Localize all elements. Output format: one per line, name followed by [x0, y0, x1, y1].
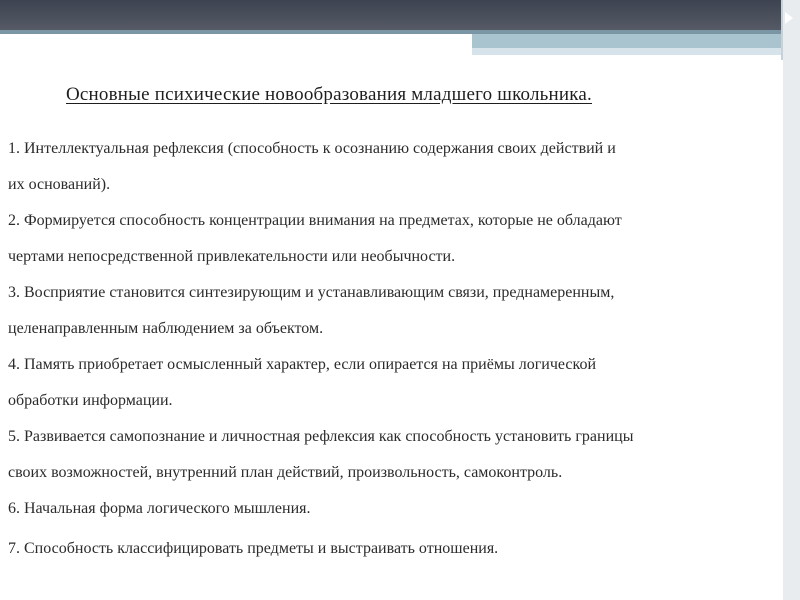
nav-arrow-icon — [785, 12, 793, 24]
point-line: 6. Начальная форма логического мышления. — [8, 500, 311, 517]
point-line: их оснований). — [8, 176, 111, 193]
slide-side-bar-edge — [781, 0, 783, 60]
point-line: обработки информации. — [8, 392, 173, 409]
point-line: 1. Интеллектуальная рефлексия (способность к осознанию содержания своих действий и — [8, 140, 616, 157]
slide-accent-band — [472, 34, 782, 48]
slide-header-band — [0, 0, 800, 30]
points-list — [8, 131, 783, 567]
point-line: целенаправленным наблюдением за объектом. — [8, 320, 324, 337]
point-line: чертами непосредственной привлекательности или необычности. — [8, 248, 456, 265]
slide-accent-band-lower — [472, 48, 782, 55]
slide-side-bar — [783, 0, 800, 600]
point-line: 7. Способность классифицировать предметы и выстраивать отношения. — [8, 540, 499, 557]
point-line: 4. Память приобретает осмысленный характер, если опирается на приёмы логической — [8, 356, 596, 373]
point-line: 2. Формируется способность концентрации внимания на предметах, которые не обладают — [8, 212, 622, 229]
point-line: 3. Восприятие становится синтезирующим и устанавливающим связи, преднамеренным, — [8, 284, 615, 301]
slide-title: Основные психические новообразования младшего школьника. — [66, 84, 592, 105]
point-line: 5. Развивается самопознание и личностная рефлексия как способность установить границы — [8, 428, 634, 445]
point-line: своих возможностей, внутренний план действий, произвольность, самоконтроль. — [8, 464, 563, 481]
